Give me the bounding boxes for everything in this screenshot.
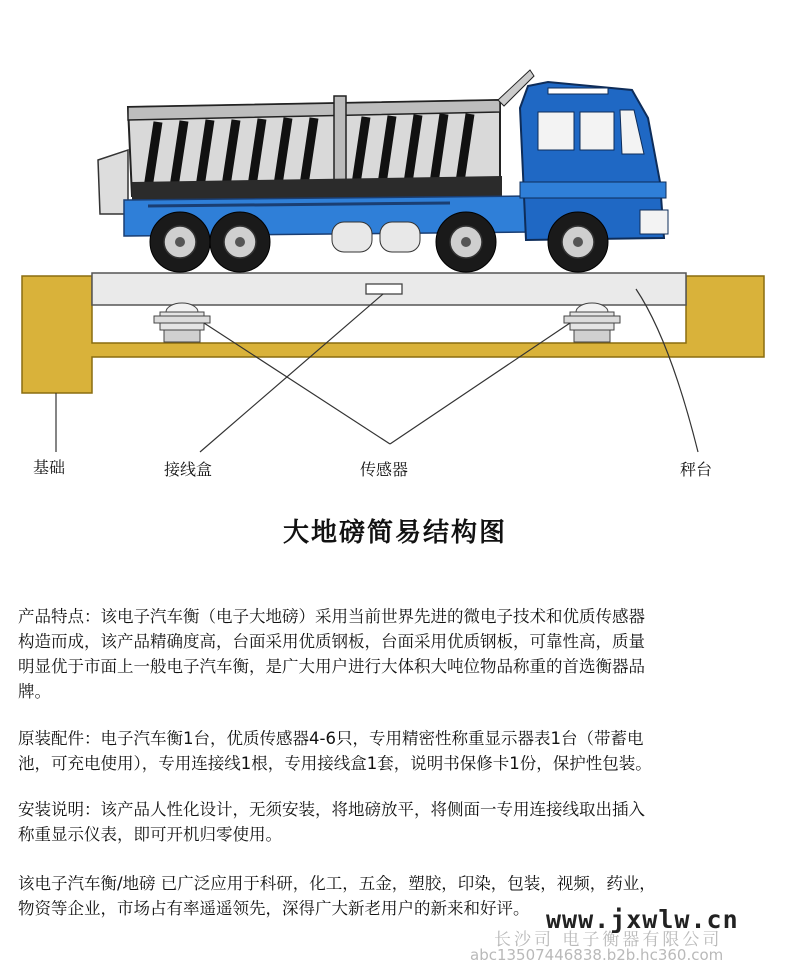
leader-sensor-left [204,323,390,444]
paragraph-applications: 该电子汽车衡/地磅 已广泛应用于科研，化工，五金，塑胶，印染，包装，视频，药业， 物资等企业，市场占有率遥遥领先，深得广大新老用户的新来和好评。 [18,874,656,918]
leader-sensor-right [390,323,570,444]
watermark-url: abc13507446838.b2b.hc360.com [470,946,724,964]
junction-box [366,284,402,294]
leader-junction-box [200,294,383,452]
watermark-site: www.jxwlw.cn [546,905,739,934]
paragraph-features: 产品特点：该电子汽车衡（电子大地磅）采用当前世界先进的微电子技术和优质传感器 构造而成，该产品精确度高，台面采用优质钢板，台面采用优质钢板，可靠性高，质量 明显优于市面上一般电子汽车衡，是广大用户进行大体积大吨位物品称重的首选衡器品 牌。 [18,607,645,701]
sensor-right [564,303,620,342]
label-junction-box: 接线盒 [164,460,213,479]
paragraph-accessories: 原装配件：电子汽车衡1台，优质传感器4-6只，专用精密性称重显示器表1台（带蓄电 池，可充电使用），专用连接线1根，专用接线盒1套，说明书保修卡1份，保护性包装。 [18,729,652,773]
diagram-title: 大地磅简易结构图 [282,518,507,548]
dump-truck [98,70,668,272]
paragraph-installation: 安装说明：该产品人性化设计，无须安装，将地磅放平，将侧面一专用连接线取出插入 称重显示仪表，即可开机归零使用。 [18,800,645,844]
sensor-left [154,303,210,342]
label-sensor: 传感器 [360,460,409,479]
watermark-company: 长沙司 电子衡器有限公司 [494,930,723,950]
label-foundation: 基础 [33,458,66,477]
label-platform: 秤台 [680,460,713,479]
